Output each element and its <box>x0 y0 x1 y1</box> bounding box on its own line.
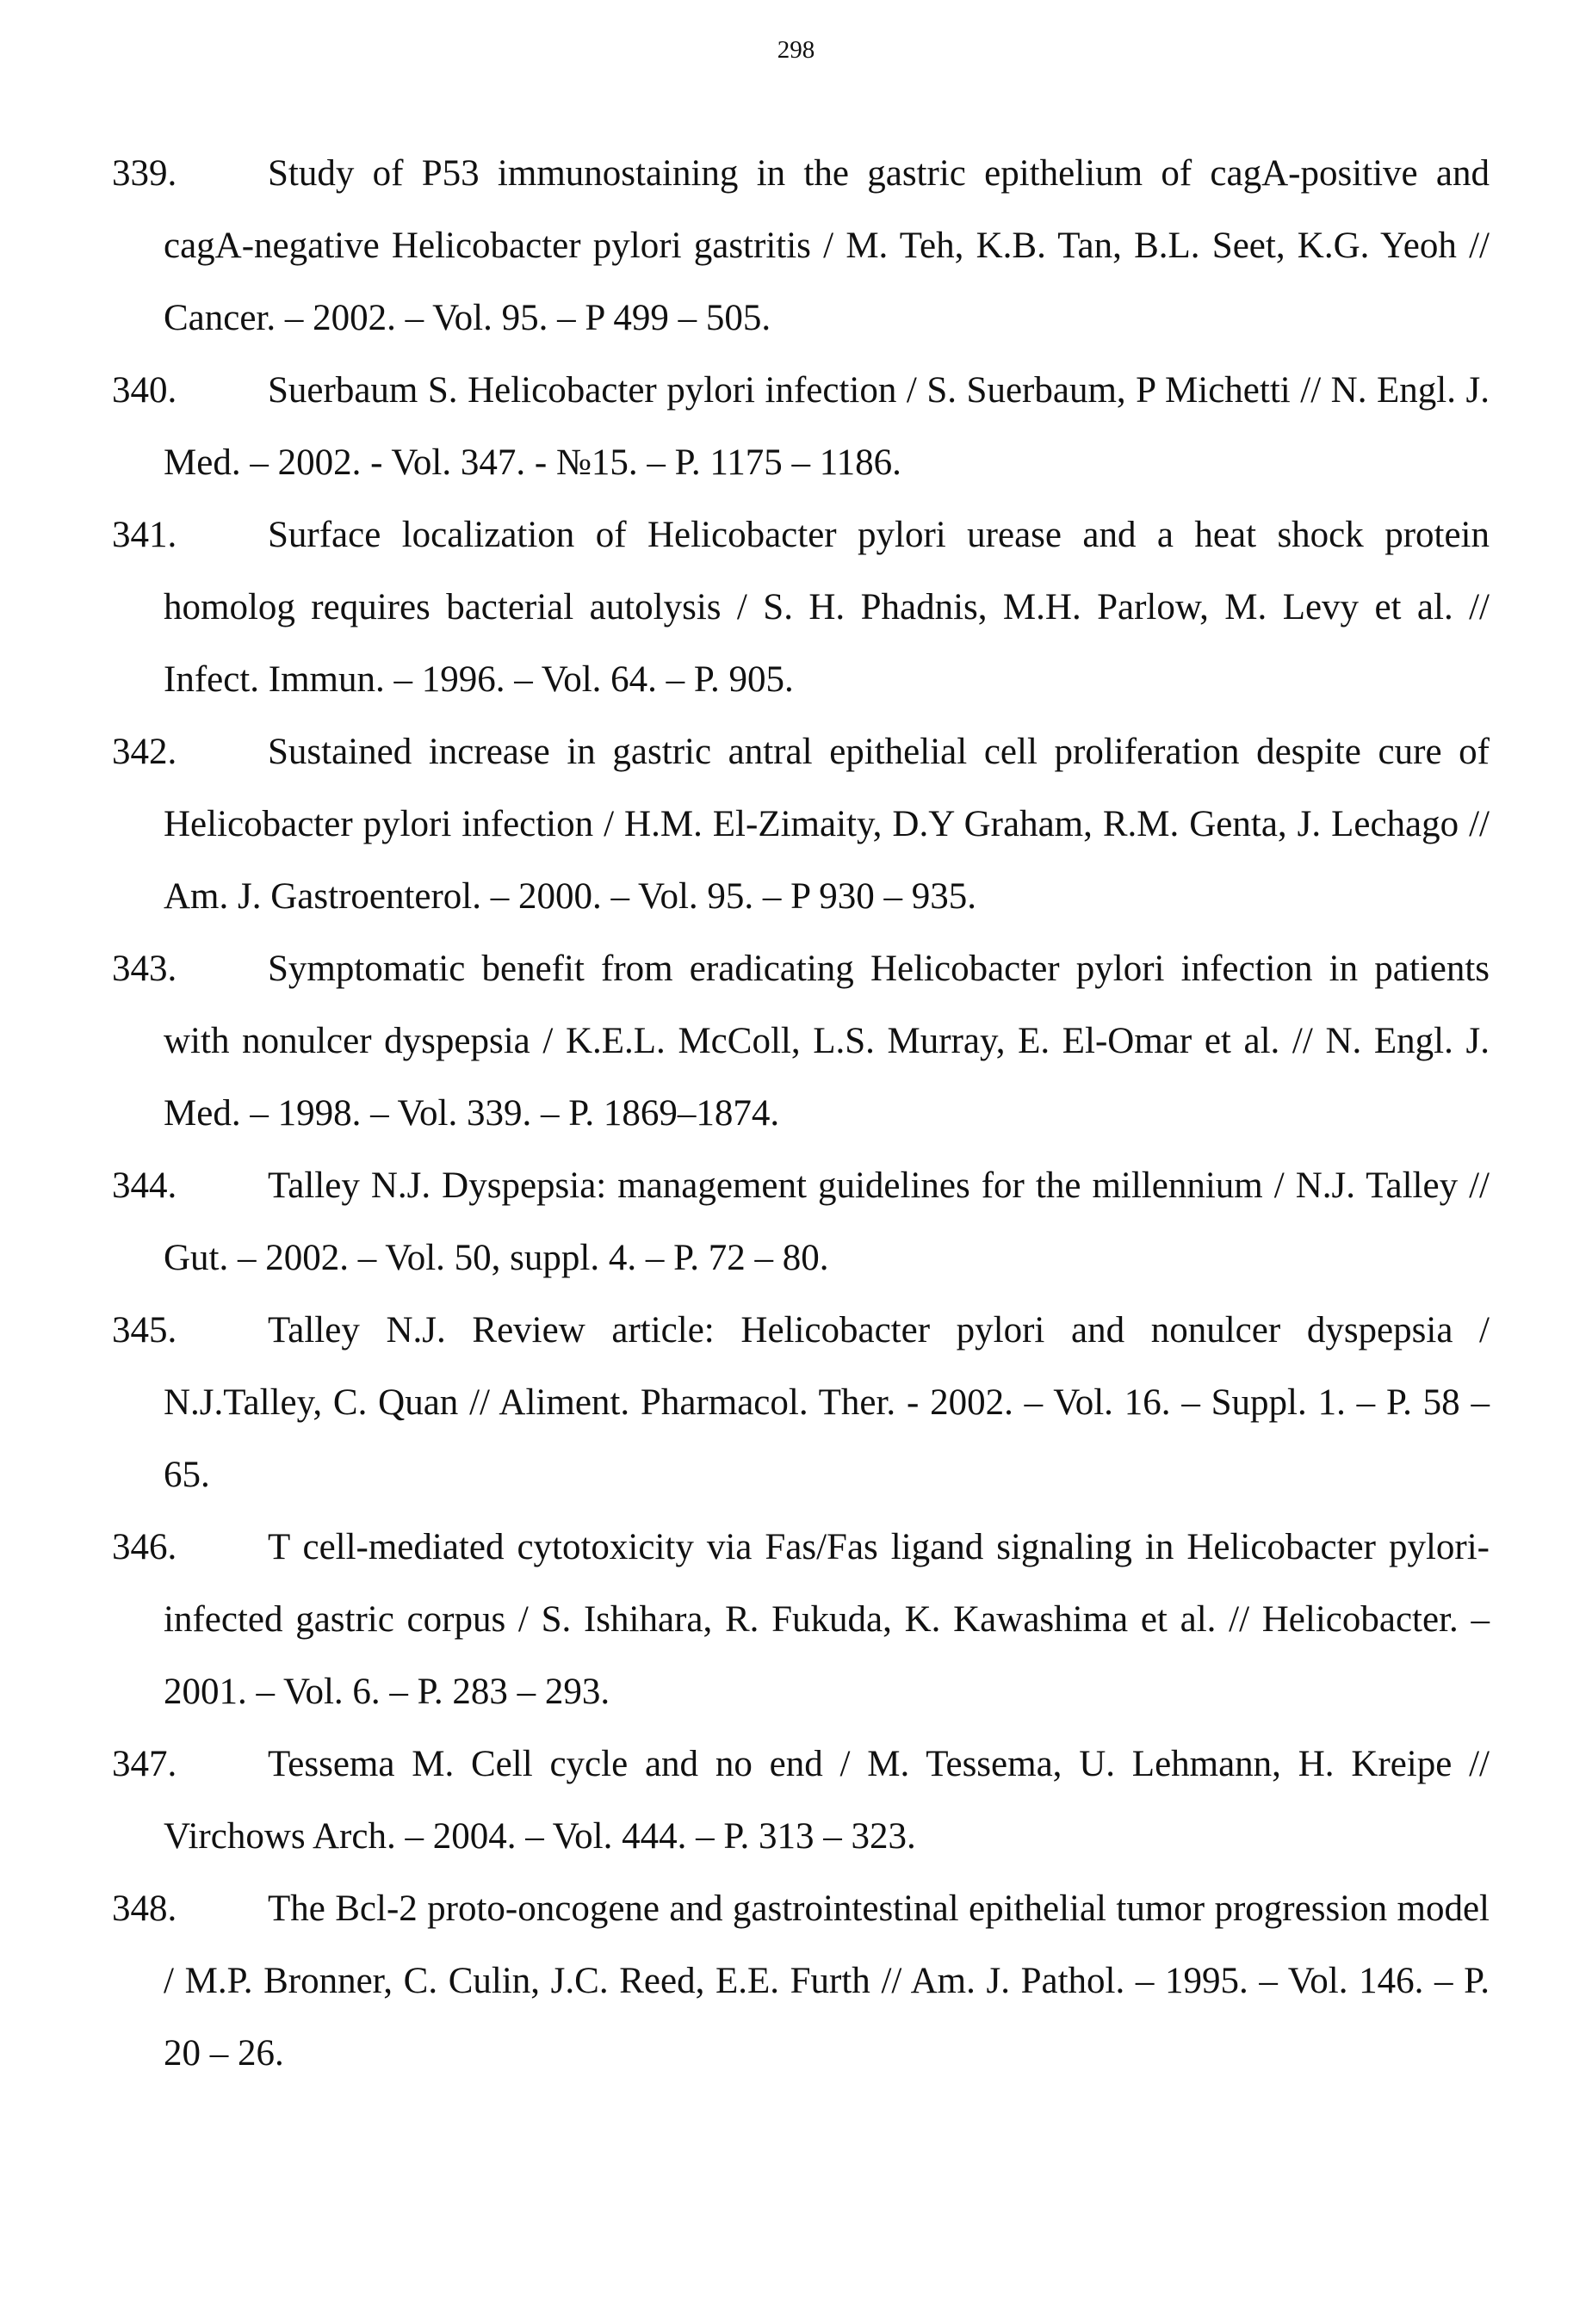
reference-number: 346. <box>112 1527 177 1567</box>
reference-number: 342. <box>112 732 177 772</box>
reference-text: Symptomatic benefit from eradicating Helicobacter pylori infection in patients with nonulcer dyspepsia / K.E.L. McColl, L.S. Murray, E. El-Omar et al. // N. Engl. J. Med. – 1998. – Vol. 339. – P. 1869–1874. <box>164 949 1490 1134</box>
reference-text: Sustained increase in gastric antral epithelial cell proliferation despite cure of Helicobacter pylori infection / H.M. El-Zimaity, D.Y Graham, R.M. Genta, J. Lechago // Am. J. Gastroenterol. – 2000. – Vol. 95. – P 930 – 935. <box>164 732 1490 917</box>
reference-item <box>112 1511 1490 1728</box>
reference-text: Talley N.J. Review article: Helicobacter pylori and nonulcer dyspepsia / N.J.Talley, C. Quan // Aliment. Pharmacol. Ther. - 2002. – Vol. 16. – Suppl. 1. – P. 58 – 65. <box>164 1310 1490 1495</box>
reference-text: Study of P53 immunostaining in the gastric epithelium of cagA-positive and cagA-negative Helicobacter pylori gastritis / M. Teh, K.B. Tan, B.L. Seet, K.G. Yeoh // Cancer. – 2002. – Vol. 95. – P 499 – 505. <box>164 153 1490 338</box>
reference-number: 340. <box>112 370 177 411</box>
reference-item <box>112 1728 1490 1873</box>
reference-text: Suerbaum S. Helicobacter pylori infection / S. Suerbaum, P Michetti // N. Engl. J. Med. – 2002. - Vol. 347. - №15. – P. 1175 – 1186. <box>164 370 1490 483</box>
reference-item <box>112 1150 1490 1295</box>
reference-item <box>112 716 1490 933</box>
reference-item <box>112 355 1490 499</box>
reference-text: Surface localization of Helicobacter pylori urease and a heat shock protein homolog requires bacterial autolysis / S. H. Phadnis, M.H. Parlow, M. Levy et al. // Infect. Immun. – 1996. – Vol. 64. – P. 905. <box>164 515 1490 700</box>
reference-item <box>112 499 1490 716</box>
page-number: 298 <box>777 36 815 64</box>
reference-number: 339. <box>112 153 177 194</box>
reference-number: 343. <box>112 949 177 989</box>
reference-text: T cell-mediated cytotoxicity via Fas/Fas ligand signaling in Helicobacter pylori-infected gastric corpus / S. Ishihara, R. Fukuda, K. Kawashima et al. // Helicobacter. – 2001. – Vol. 6. – P. 283 – 293. <box>164 1527 1490 1712</box>
reference-number: 345. <box>112 1310 177 1351</box>
reference-text: The Bcl-2 proto-oncogene and gastrointestinal epithelial tumor progression model / M.P. Bronner, C. Culin, J.C. Reed, E.E. Furth // Am. J. Pathol. – 1995. – Vol. 146. – P. 20 – 26. <box>164 1888 1490 2074</box>
reference-text: Tessema M. Cell cycle and no end / M. Tessema, U. Lehmann, H. Kreipe // Virchows Arch. – 2004. – Vol. 444. – P. 313 – 323. <box>164 1744 1490 1857</box>
reference-number: 341. <box>112 515 177 555</box>
reference-number: 348. <box>112 1888 177 1929</box>
reference-item <box>112 138 1490 355</box>
reference-item <box>112 1295 1490 1511</box>
reference-text: Talley N.J. Dyspepsia: management guidelines for the millennium / N.J. Talley // Gut. – 2002. – Vol. 50, suppl. 4. – P. 72 – 80. <box>164 1165 1490 1278</box>
reference-item <box>112 1873 1490 2090</box>
reference-number: 344. <box>112 1165 177 1206</box>
reference-list <box>112 138 1490 2090</box>
reference-number: 347. <box>112 1744 177 1784</box>
reference-item <box>112 933 1490 1150</box>
